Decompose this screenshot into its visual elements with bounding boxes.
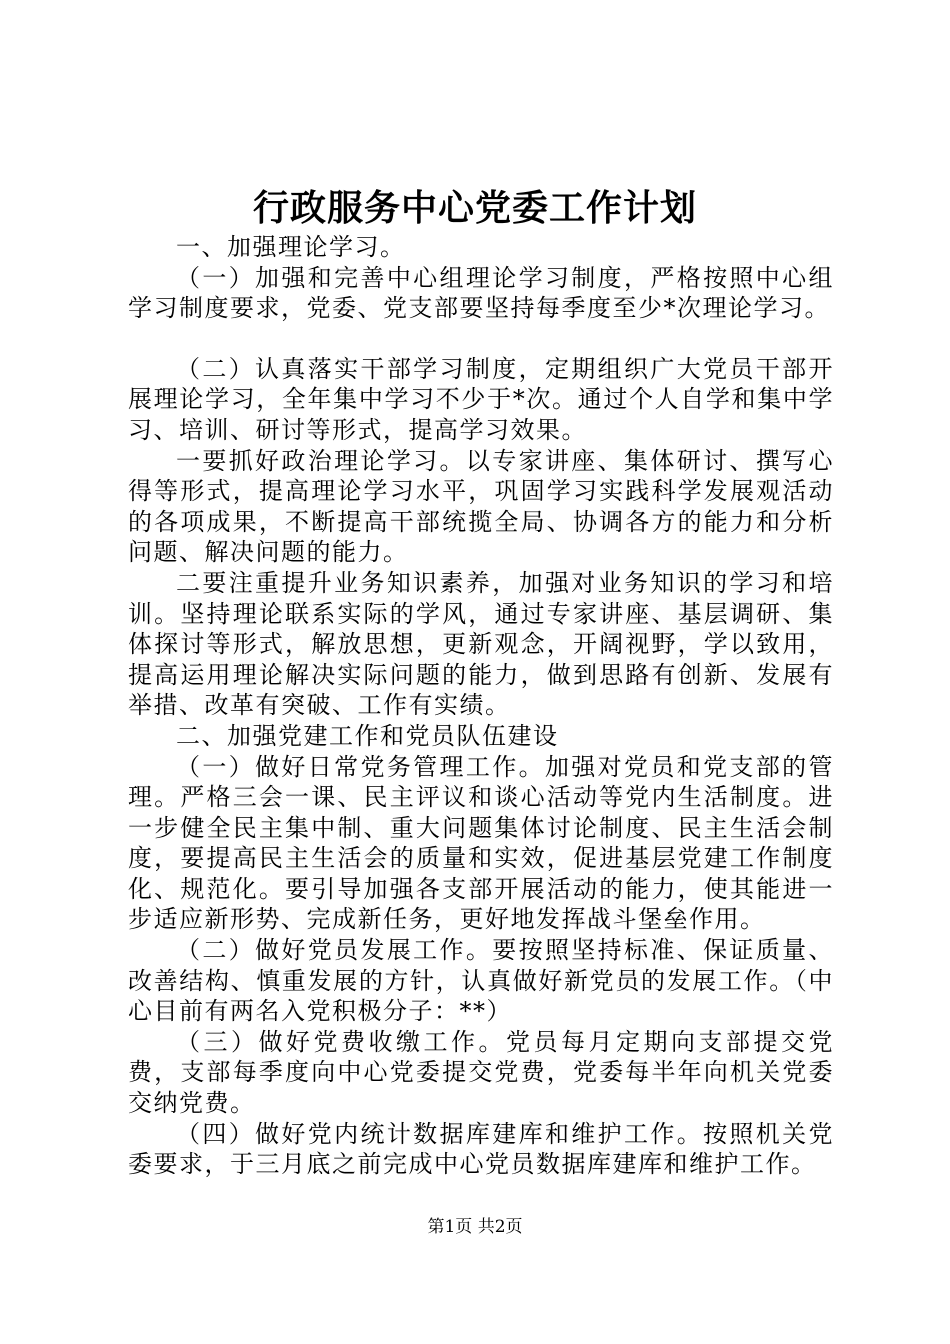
paragraph: （二）认真落实干部学习制度，定期组织广大党员干部开展理论学习，全年集中学习不少于*次。通过个人自学和集中学习、培训、研讨等形式，提高学习效果。 (128, 354, 834, 444)
paragraph: （一）做好日常党务管理工作。加强对党员和党支部的管理。严格三会一课、民主评议和谈心活动等党内生活制度。进一步健全民主集中制、重大问题集体讨论制度、民主生活会制度，要提高民主生活会的质量和实效，促进基层党建工作制度化、规范化。要引导加强各支部开展活动的能力，使其能进一步适应新形势、完成新任务，更好地发挥战斗堡垒作用。 (128, 752, 834, 934)
paragraph: 二要注重提升业务知识素养，加强对业务知识的学习和培训。坚持理论联系实际的学风，通过专家讲座、基层调研、集体探讨等形式，解放思想，更新观念，开阔视野，学以致用，提高运用理论解决实际问题的能力，做到思路有创新、发展有举措、改革有突破、工作有实绩。 (128, 568, 834, 720)
document-body (128, 232, 834, 1180)
paragraph: （四）做好党内统计数据库建库和维护工作。按照机关党委要求，于三月底之前完成中心党员数据库建库和维护工作。 (128, 1119, 834, 1179)
section-heading: 一、加强理论学习。 (176, 233, 406, 261)
page-number: 第1页 共2页 (427, 1217, 523, 1237)
paragraph: （三）做好党费收缴工作。党员每月定期向支部提交党费，支部每季度向中心党委提交党费，党委每半年向机关党委交纳党费。 (128, 1027, 834, 1118)
paragraph: 一要抓好政治理论学习。以专家讲座、集体研讨、撰写心得等形式，提高理论学习水平，巩固学习实践科学发展观活动的各项成果，不断提高干部统揽全局、协调各方的能力和分析问题、解决问题的能力。 (128, 446, 834, 567)
paragraph: （一）加强和完善中心组理论学习制度，严格按照中心组学习制度要求，党委、党支部要坚持每季度至少*次理论学习。 (128, 263, 834, 323)
page-title: 行政服务中心党委工作计划 (252, 187, 697, 229)
paragraph: （二）做好党员发展工作。要按照坚持标准、保证质量、改善结构、慎重发展的方针，认真做好新党员的发展工作。（中心目前有两名入党积极分子：**） (128, 936, 834, 1026)
section-heading: 二、加强党建工作和党员队伍建设 (176, 721, 559, 750)
